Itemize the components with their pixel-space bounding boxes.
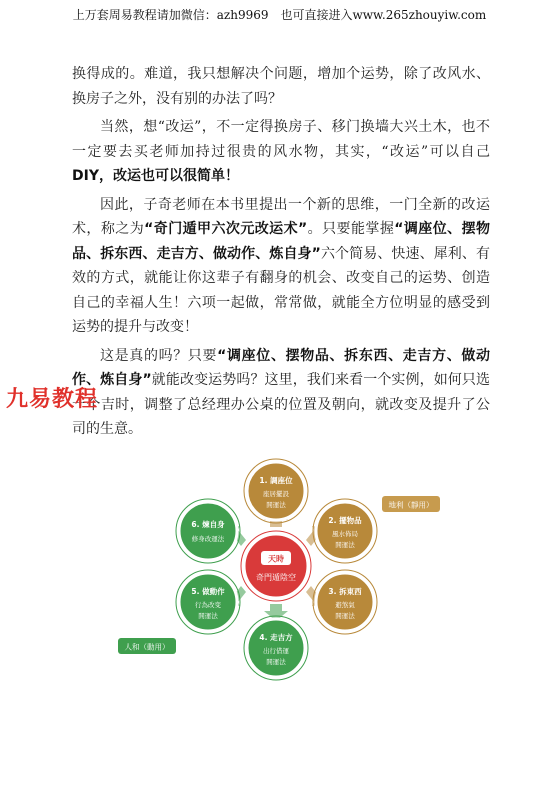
paragraph-2-bold: DIY，改运也可以很简单！: [72, 168, 239, 184]
paragraph-1: 换得成的。难道，我只想解决个问题，增加个运势，除了改风水、换房子之外，没有别的办法了吗？: [72, 66, 490, 107]
node-3-remove: [313, 570, 377, 634]
paragraph-3-bold-a: “奇门遁甲六次元改运术”: [144, 221, 308, 237]
node-2-line1: 風水佈局: [332, 530, 358, 538]
paragraph-3-text-c: 六个简易、快速、犀利、有效的方式，就能让你这辈子有翻身的机会、改变自己的运势、创造自己的幸福人生！六项一起做，常常做，就能全方位明显的感受到运势的提升与改变！: [72, 245, 491, 335]
paragraph-4-bold: “调座位、摆物品、拆东西、走吉方、做动作、炼自身”: [72, 347, 491, 388]
node-3-line1: 避煞氣: [335, 601, 355, 609]
paragraph-4-text-a: 这是真的吗？只要: [100, 347, 218, 364]
node-3-title: 3. 拆東西: [328, 587, 362, 596]
paragraph-3-text-b: 。只要能掌握: [307, 221, 395, 237]
node-2-line2: 開運法: [335, 541, 355, 549]
paragraph-4-text-b: 就能改变运势吗？这里，我们来看一个实例，如何只选一个吉时，调整了总经理办公桌的位置及朝向，就改变及提升了公司的生意。: [72, 372, 491, 437]
node-2-objects: [313, 499, 377, 563]
node-4-line2: 開運法: [266, 658, 286, 666]
watermark-logo: 九易教程: [6, 387, 99, 412]
node-5-action: [176, 570, 240, 634]
node-1-line2: 開運法: [266, 501, 286, 509]
tag-left: [118, 638, 176, 654]
paragraph-3-bold-b: “调座位、摆物品、拆东西、走吉方、做动作、炼自身”: [72, 221, 491, 262]
node-6-line1: 修身改運法: [191, 535, 225, 543]
node-1-title: 1. 調座位: [259, 476, 293, 485]
node-5-line1: 行為改变: [195, 601, 221, 609]
node-6-title: 6. 煉自身: [191, 520, 225, 529]
node-5-title: 5. 做動作: [191, 587, 225, 596]
paragraph-3-text-a: 因此，子奇老师在本书里提出一个新的思维，一门全新的改运术，称之为: [72, 196, 490, 237]
node-1-line1: 座居擺設: [263, 490, 289, 498]
node-4-title: 4. 走吉方: [259, 633, 293, 642]
node-4-line1: 出行借運: [263, 647, 289, 655]
node-5-line2: 開運法: [198, 612, 218, 620]
node-4-direction: [244, 616, 308, 680]
node-6-self: [176, 499, 240, 563]
page-header: 上万套周易教程请加微信：azh9969 也可直接进入www.265zhouyiw.com: [72, 8, 487, 22]
center-badge: 天時: [268, 554, 284, 564]
center-label: 奇門遁陰空: [256, 573, 296, 582]
node-1-seat: [244, 459, 308, 523]
paragraph-2-text: 当然，想“改运”，不一定得换房子、移门换墙大兴土木，也不一定要去买老师加持过很贵的风水物，其实，“改运”可以自己: [72, 119, 490, 160]
node-2-title: 2. 擺物品: [328, 516, 362, 525]
center-node: [241, 531, 311, 601]
tag-right: [382, 496, 440, 512]
node-3-line2: 開運法: [335, 612, 355, 620]
tag-left-label: 人和（動用）: [124, 642, 170, 652]
tag-right-label: 地利（靜用）: [388, 500, 434, 510]
